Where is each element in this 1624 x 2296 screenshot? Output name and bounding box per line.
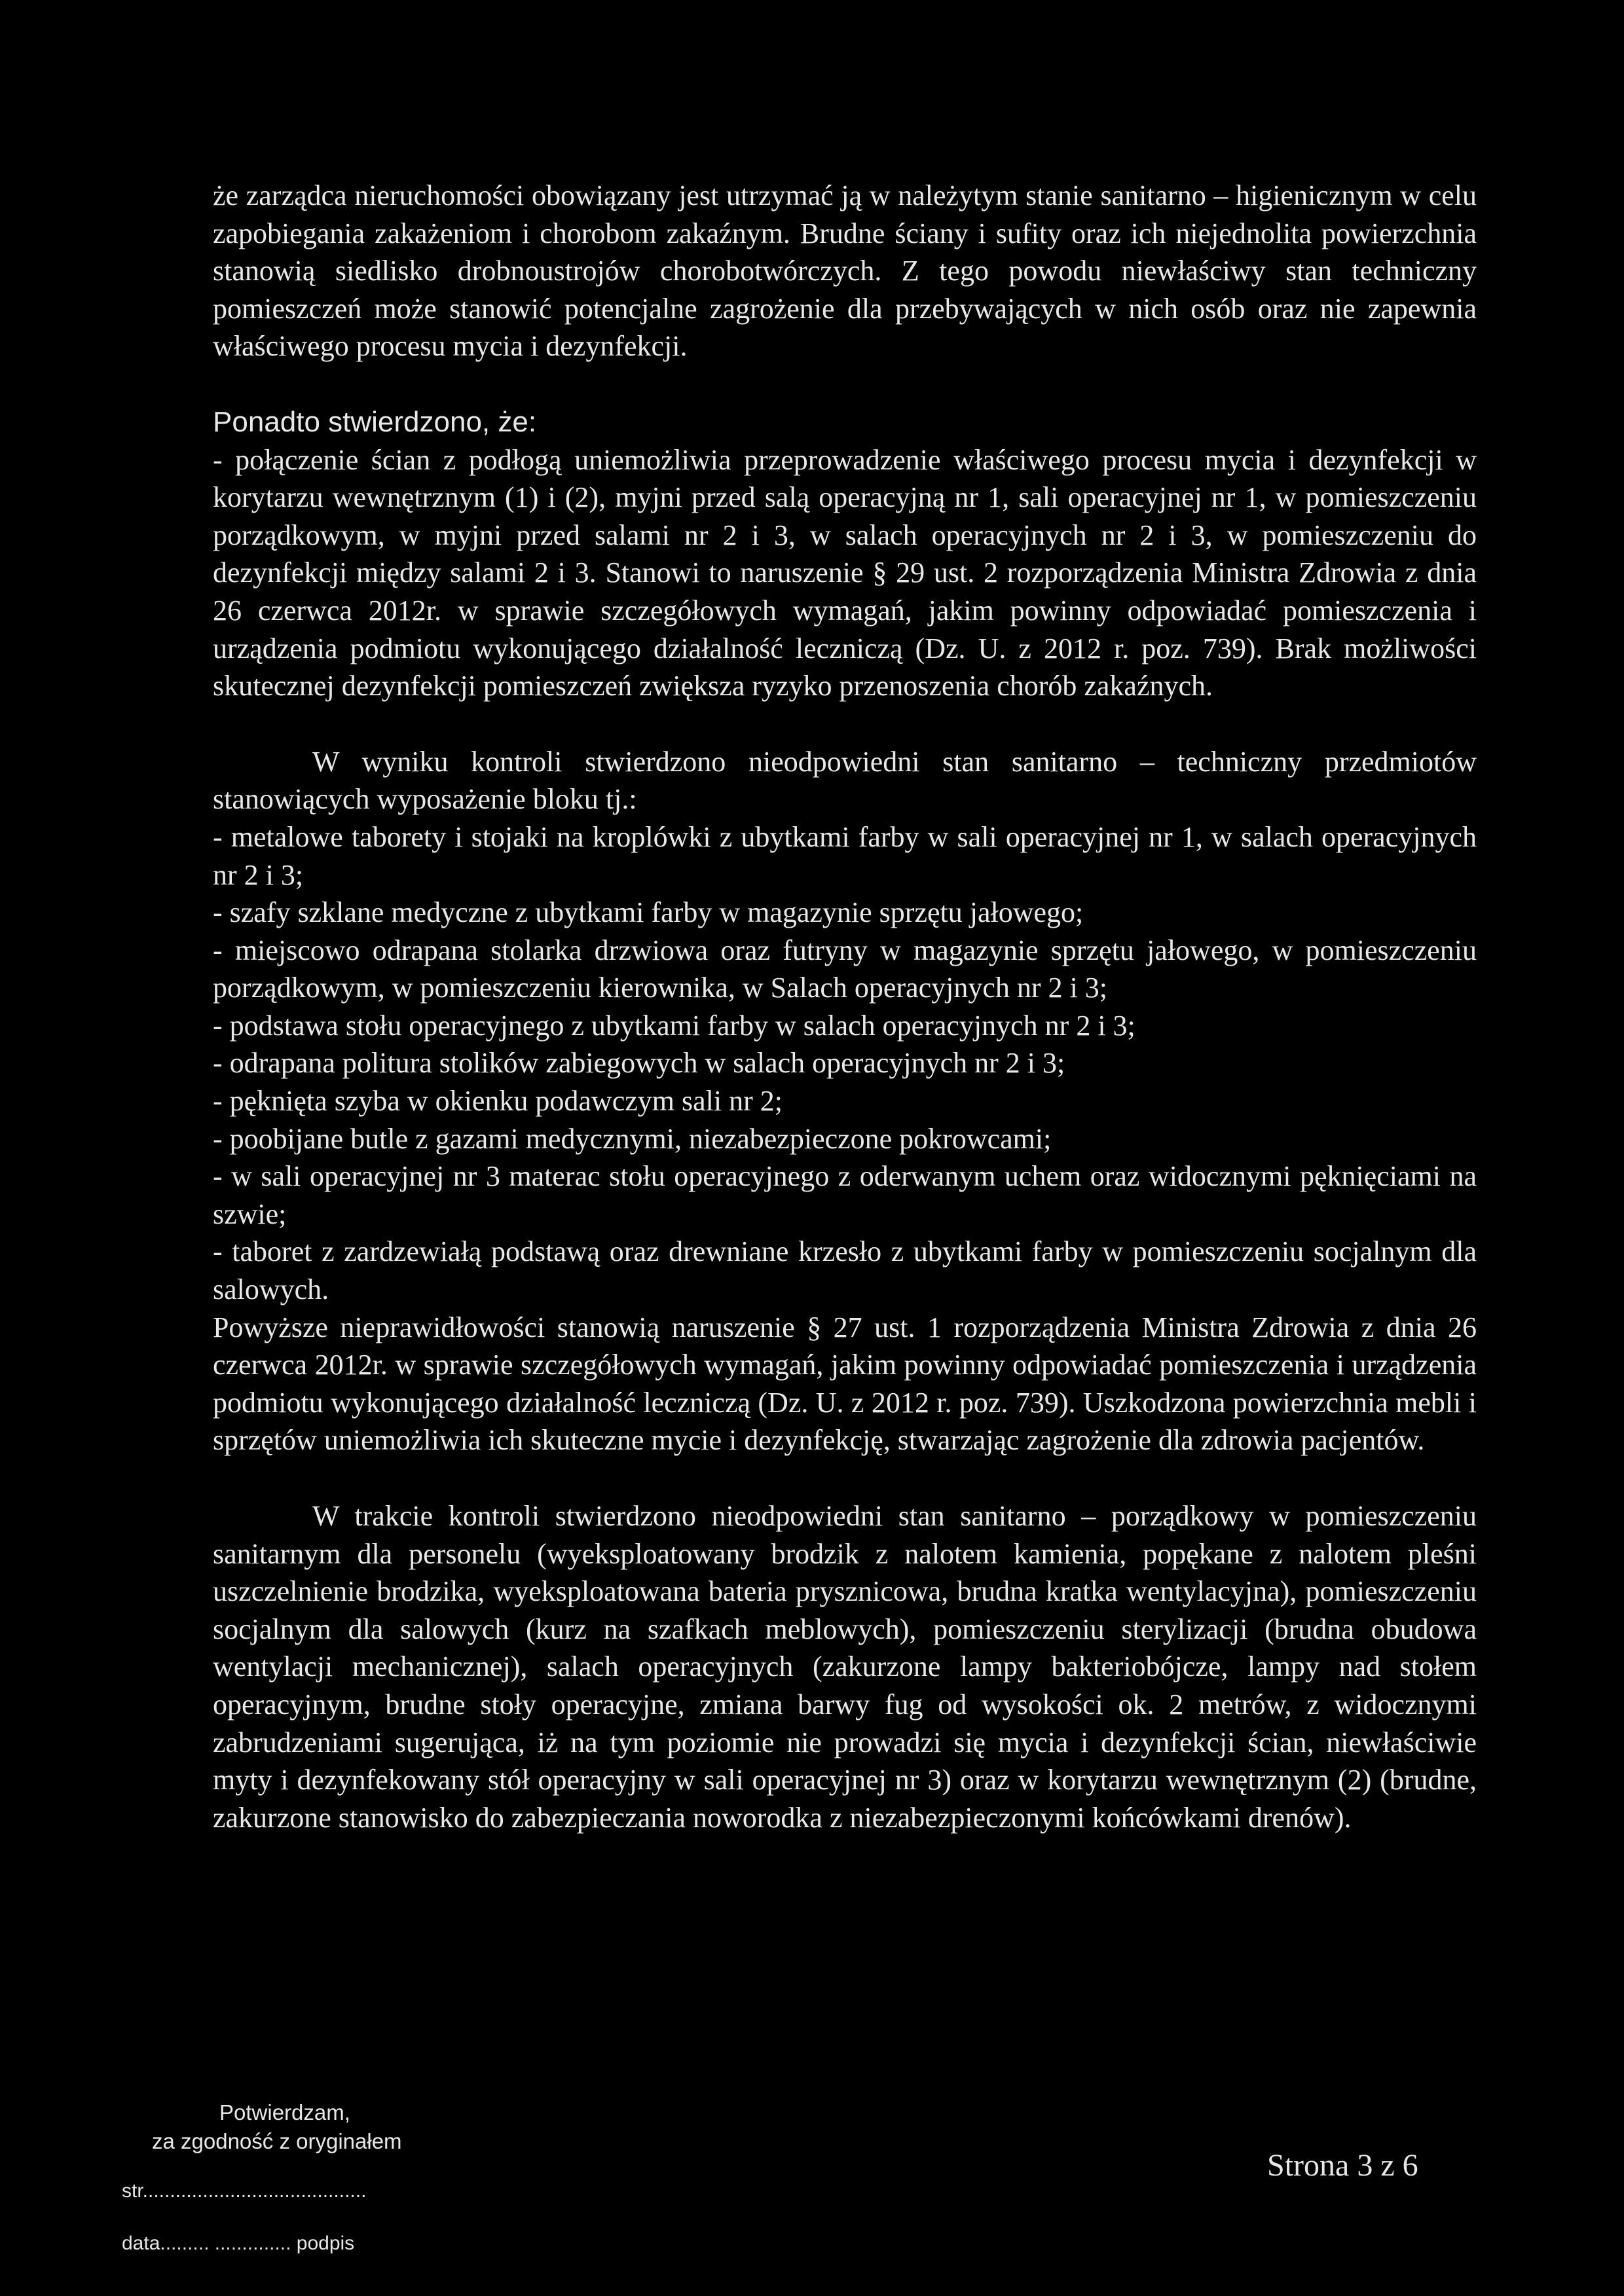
list-item: - w sali operacyjnej nr 3 materac stołu operacyjnego z oderwanym uchem oraz widocznymi pęknięciami na szwie; — [213, 1160, 1477, 1230]
document-body — [213, 177, 1477, 1836]
list-item: - odrapana politura stolików zabiegowych w salach operacyjnych nr 2 i 3; — [213, 1047, 1065, 1080]
list-item: - pęknięta szyba w okienku podawczym sali nr 2; — [213, 1085, 783, 1118]
paragraph-5: W trakcie kontroli stwierdzono nieodpowiedni stan sanitarno – porządkowy w pomieszczeniu sanitarnym dla personelu (wyeksploatowany brodzik z nalotem kamienia, popękane z nalotem pleśni uszczelnienie brodzika, wyeksploatowana bateria prysznicowa, brudna kratka wentylacyjna), pomieszczeniu socjalnym dla salowych (kurz na szafkach meblowych), pomieszczeniu sterylizacji (brudna obudowa wentylacji mechanicznej), salach operacyjnych (zakurzone lampy bakteriobójcze, lampy nad stołem operacyjnym, brudne stoły operacyjne, zmiana barwy fug od wysokości ok. 2 metrów, z widocznymi zabrudzeniami sugerująca, iż na tym poziomie nie prowadzi się mycia i dezynfekcji ścian, niewłaściwie myty i dezynfekowany stół operacyjny w sali operacyjnej nr 3) oraz w korytarzu wewnętrznym (2) (brudne, zakurzone stanowisko do zabezpieczania noworodka z niezabezpieczonymi końcówkami drenów). — [213, 1500, 1477, 1834]
list-item: - podstawa stołu operacyjnego z ubytkami farby w salach operacyjnych nr 2 i 3; — [213, 1009, 1135, 1042]
page-number: Strona 3 z 6 — [1267, 2148, 1418, 2183]
paragraph-2-body: - połączenie ścian z podłogą uniemożliwia przeprowadzenie właściwego procesu mycia i dezynfekcji w korytarzu wewnętrznym (1) i (2), myjni przed salą operacyjną nr 1, sali operacyjnej nr 1, w pomieszczeniu porządkowym, w myjni przed salami nr 2 i 3, w salach operacyjnych nr 2 i 3, w pomieszczeniu do dezynfekcji między salami 2 i 3. Stanowi to naruszenie § 29 ust. 2 rozporządzenia Ministra Zdrowia z dnia 26 czerwca 2012r. w sprawie szczegółowych wymagań, jakim powinny odpowiadać pomieszczenia i urządzenia podmiotu wykonującego działalność leczniczą (Dz. U. z 2012 r. poz. 739). Brak możliwości skutecznej dezynfekcji pomieszczeń zwiększa ryzyko przenoszenia chorób zakaźnych. — [213, 443, 1477, 702]
stamp-page-line: str......................................... — [122, 2180, 367, 2202]
stamp-original-line: za zgodność z oryginałem — [152, 2129, 402, 2153]
list-item: - poobijane butle z gazami medycznymi, niezabezpieczone pokrowcami; — [213, 1122, 1052, 1155]
paragraph-1: że zarządca nieruchomości obowiązany jest utrzymać ją w należytym stanie sanitarno – higienicznym w celu zapobiegania zakażeniom i chorobom zakaźnym. Brudne ściany i sufity oraz ich niejednolita powierzchnia stanowią siedlisko drobnoustrojów chorobotwórczych. Z tego powodu niewłaściwy stan techniczny pomieszczeń może stanowić potencjalne zagrożenie dla przebywających w nich osób oraz nie zapewnia właściwego procesu mycia i dezynfekcji. — [213, 179, 1477, 363]
paragraph-2-intro: Ponadto stwierdzono, że: — [213, 405, 537, 438]
list-item: - szafy szklane medyczne z ubytkami farby w magazynie sprzętu jałowego; — [213, 896, 1084, 929]
list-item: - metalowe taborety i stojaki na kroplówki z ubytkami farby w sali operacyjnej nr 1, w salach operacyjnych nr 2 i 3; — [213, 820, 1477, 891]
paragraph-3-intro: W wyniku kontroli stwierdzono nieodpowiedni stan sanitarno – techniczny przedmiotów stanowiących wyposażenie bloku tj.: — [213, 745, 1477, 816]
stamp-signature-line: data......... .............. podpis — [122, 2232, 355, 2254]
list-item: - taboret z zardzewiałą podstawą oraz drewniane krzesło z ubytkami farby w pomieszczeniu socjalnym dla salowych. — [213, 1235, 1477, 1306]
paragraph-4: Powyższe nieprawidłowości stanowią naruszenie § 27 ust. 1 rozporządzenia Ministra Zdrowia z dnia 26 czerwca 2012r. w sprawie szczegółowych wymagań, jakim powinny odpowiadać pomieszczenia i urządzenia podmiotu wykonującego działalność leczniczą (Dz. U. z 2012 r. poz. 739). Uszkodzona powierzchnia mebli i sprzętów uniemożliwia ich skuteczne mycie i dezynfekcję, stwarzając zagrożenie dla zdrowia pacjentów. — [213, 1311, 1477, 1457]
list-item: - miejscowo odrapana stolarka drzwiowa oraz futryny w magazynie sprzętu jałowego, w pomieszczeniu porządkowym, w pomieszczeniu kierownika, w Salach operacyjnych nr 2 i 3; — [213, 934, 1477, 1004]
stamp-confirm-line: Potwierdzam, — [219, 2100, 350, 2124]
